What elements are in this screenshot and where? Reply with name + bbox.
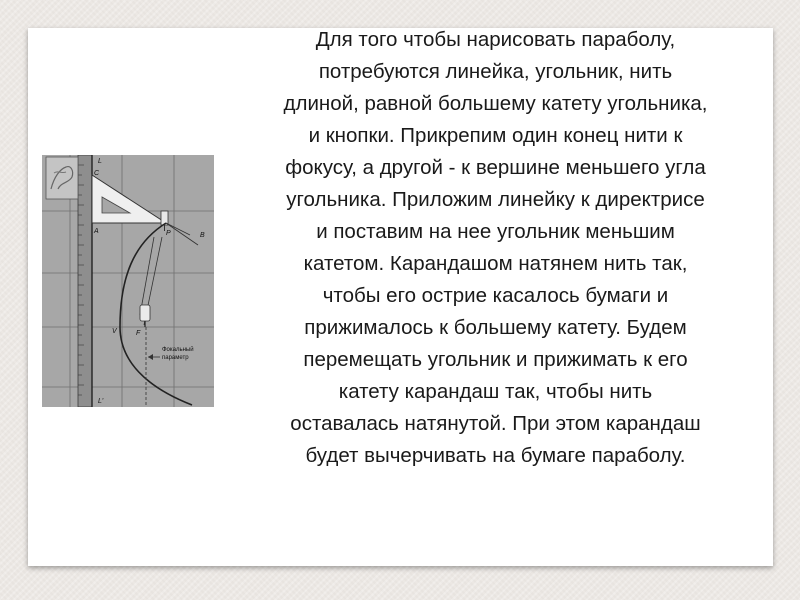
text-line: оставалась натянутой. При этом карандаш (290, 412, 701, 435)
pushpin-icon (161, 211, 168, 231)
text-line: потребуются линейка, угольник, нить (318, 60, 673, 83)
label-f: F (136, 330, 141, 337)
instructions-text (218, 24, 773, 472)
arrow-head-icon (148, 354, 153, 360)
focal-caption-line2: параметр (162, 355, 189, 361)
text-line: угольника. Приложим линейку к директрисе (286, 188, 705, 211)
thread-line-2 (140, 237, 154, 315)
parabola-construction-figure (42, 155, 214, 407)
label-v: V (112, 328, 117, 335)
text-line: катетом. Карандашом натянем нить так, (303, 252, 688, 275)
text-line: чтобы его острие касалось бумаги и (322, 284, 669, 307)
sketch-inset (46, 157, 78, 199)
text-line: и поставим на нее угольник меньшим (316, 220, 675, 243)
text-line: будет вычерчивать на бумаге параболу. (305, 444, 686, 467)
slide (28, 28, 773, 566)
text-line: перемещать угольник и прижимать к его (303, 348, 688, 371)
parabola-curve (120, 223, 192, 405)
tangent-line (166, 223, 198, 245)
label-b: B (200, 232, 205, 239)
text-line: и кнопки. Прикрепим один конец нити к (308, 124, 683, 147)
pencil-icon (140, 305, 150, 327)
text-line: прижималось к большему катету. Будем (304, 316, 687, 339)
label-c: C (94, 170, 100, 177)
focal-caption-line1: Фокальный (162, 347, 194, 353)
set-square (92, 175, 166, 223)
focal-parameter-caption (162, 346, 194, 361)
label-l-bottom: L' (98, 398, 104, 405)
text-line: длиной, равной большему катету угольника, (283, 92, 708, 115)
label-a: A (94, 228, 99, 235)
text-line: катету карандаш так, чтобы нить (338, 380, 653, 403)
ruler (78, 155, 92, 407)
label-p: P (166, 230, 171, 237)
text-line: фокусу, а другой - к вершине меньшего угла (285, 156, 706, 179)
label-l-top: L (98, 158, 102, 165)
text-line: Для того чтобы нарисовать параболу, (315, 28, 676, 51)
parabola-diagram (42, 155, 214, 407)
